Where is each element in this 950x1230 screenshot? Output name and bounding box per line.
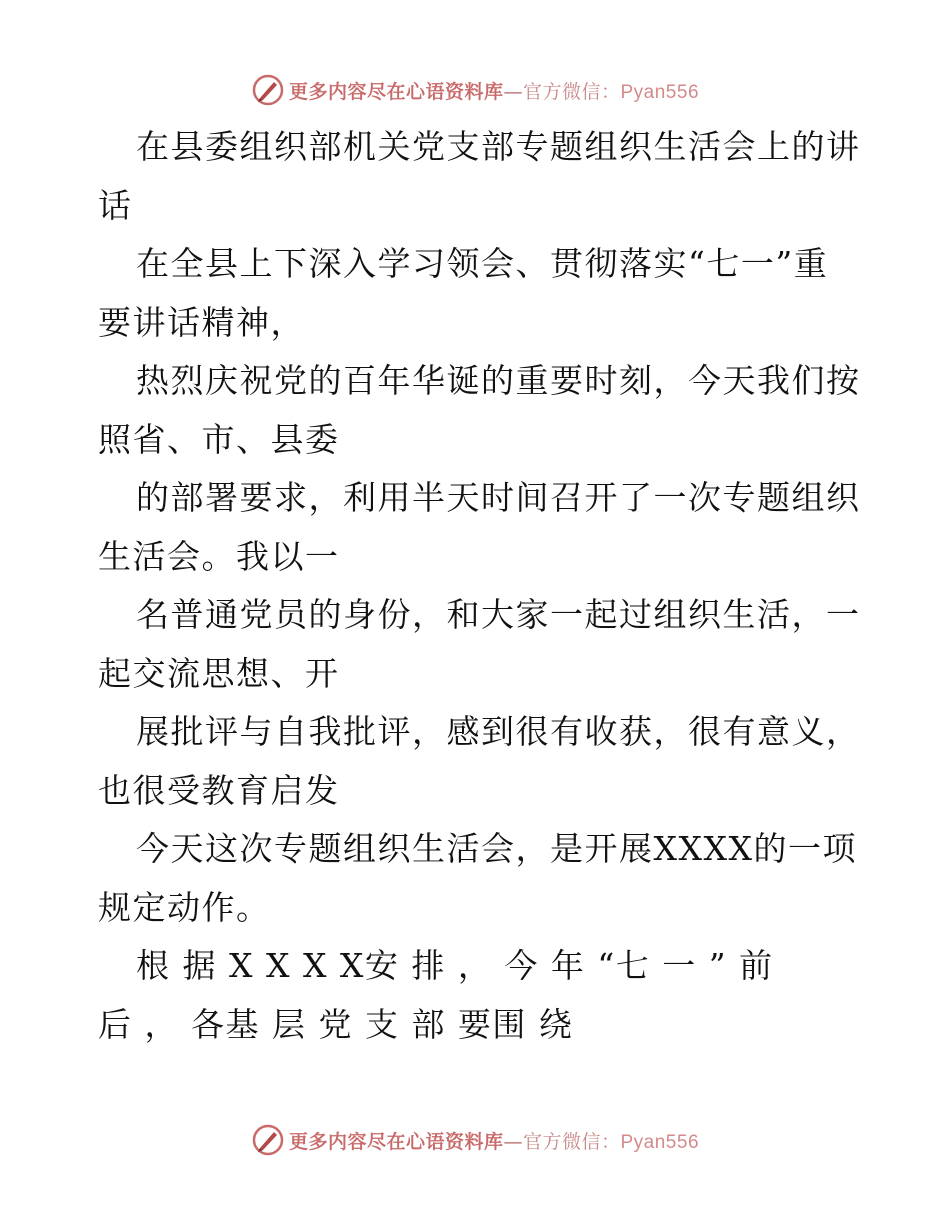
title-line-2: 话 [98,185,133,225]
paragraph-line: 名普通党员的身份，和大家一起过组织生活，一 [136,595,861,634]
footer-watermark [0,1120,950,1160]
paragraph-line: 在全县上下深入学习领会、贯彻落实“七一”重 [136,244,829,283]
title-line-1: 在县委组织部机关党支部专题组织生活会上的讲 [136,127,861,166]
paragraph-line: 今天这次专题组织生活会，是开展XXXX的一项 [136,829,857,868]
watermark-separator: — [503,80,523,103]
watermark-site: 更多内容尽在心语资料库 [288,80,504,103]
paragraph-line: 的部署要求，利用半天时间召开了一次专题组织 [136,478,861,517]
watermark-text [289,1127,699,1154]
watermark-separator: — [503,1130,523,1153]
paragraph-line: 展批评与自我批评，感到很有收获，很有意义， [136,712,861,751]
quill-pen-icon [251,1123,285,1157]
paragraph-line: 根 据 X X X X安 排 ， 今 年 “七 一 ” 前 [136,946,774,985]
watermark-label: 官方微信： [522,80,621,103]
paragraph-line: 热烈庆祝党的百年华诞的重要时刻，今天我们按 [136,361,861,400]
paragraph-line: 后 ， 各基 层 党 支 部 要围 绕 [98,1004,574,1044]
quill-pen-icon [251,73,285,107]
watermark-wechat-id: Pyan556 [620,81,700,103]
watermark-label: 官方微信： [522,1130,621,1153]
paragraph-line: 也很受教育启发 [98,770,340,810]
paragraph-line: 起交流思想、开 [98,653,340,693]
paragraph-line: 照省、市、县委 [98,419,340,459]
paragraph-line: 要讲话精神， [98,302,305,342]
watermark-text [289,77,699,104]
paragraph-line: 规定动作。 [98,887,271,927]
header-watermark [0,70,950,110]
paragraph-line: 生活会。我以一 [98,536,340,576]
document-body [98,118,861,1054]
watermark-wechat-id: Pyan556 [620,1131,700,1153]
watermark-site: 更多内容尽在心语资料库 [288,1130,504,1153]
